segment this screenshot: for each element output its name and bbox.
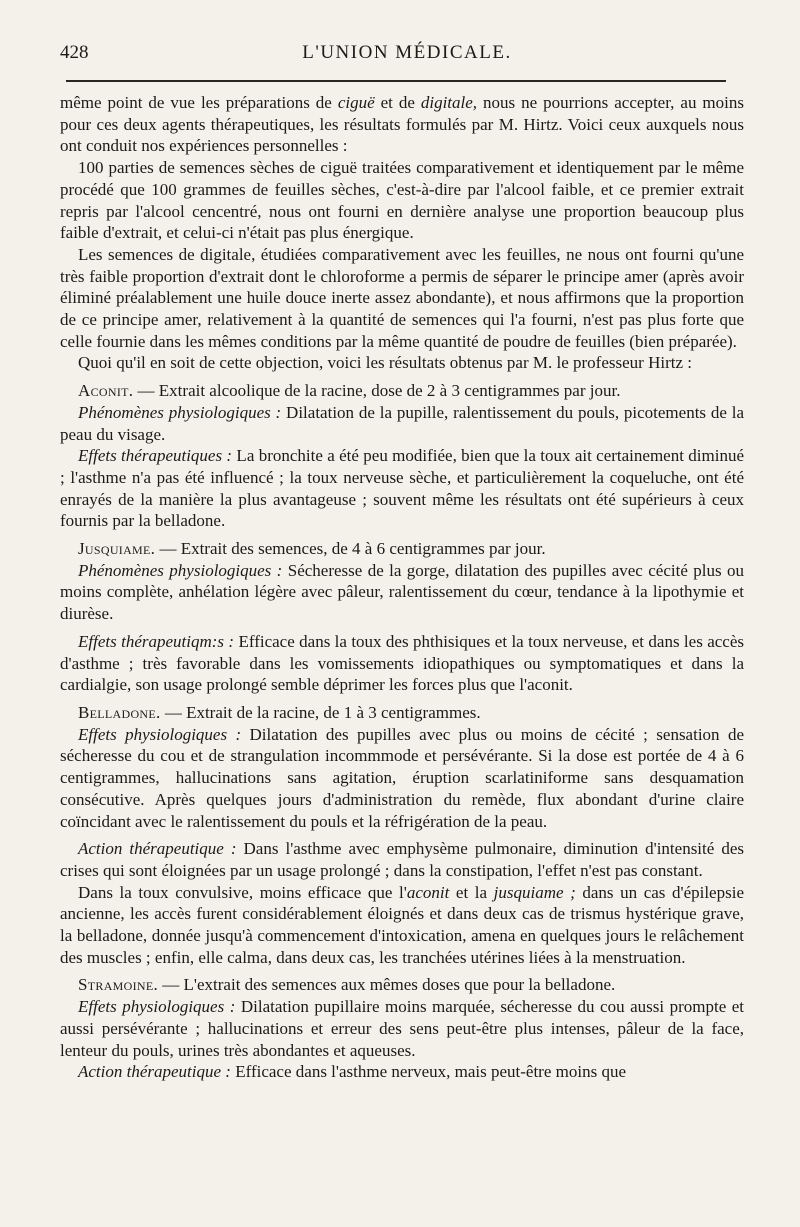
text-run: Les semences de digitale, étudiées comparativement avec les feuilles, ne nous ont fourni qu'une très faible proportion d'extrait dont le chloroforme a permis de séparer le principe amer (après avoir éliminé préalablement une huile douce inerte assez abondante), et nous affirmons que la proportion de ce principe amer, relativement à la quantité de semences qui l'a fourni, n'est pas plus forte que celle fournie dans les mêmes conditions par la même quantité de poudre de feuilles (bien préparée). <box>60 244 744 351</box>
text-run: nous ne pourrions accepter, au moins pour ces deux agents thérapeutiques, les résultats formulés par M. Hirtz. Voici ceux auxquels nous ont conduit nos expériences personnelles : <box>60 93 744 156</box>
italic-term: jusquiame ; <box>493 882 576 902</box>
paragraph-p17 <box>60 1061 744 1083</box>
text-run: Sécheresse de la gorge, dilatation des pupilles avec cécité plus ou moins complète, anhélation légère avec pâleur, ralentissement du cœur, tendance à la lipothymie et diurèse. <box>60 560 744 624</box>
paragraph-p6 <box>60 402 744 445</box>
article-body <box>60 92 744 1083</box>
section-heading: Stramoine. <box>78 975 159 995</box>
paragraph-p16 <box>60 996 744 1061</box>
paragraph-p1 <box>60 92 744 157</box>
page-number: 428 <box>60 42 89 63</box>
section-heading: Aconit. <box>78 381 134 401</box>
text-run: et de <box>374 93 421 112</box>
italic-term: ciguë <box>337 93 375 112</box>
italic-term: Effets physiologiques : <box>78 997 236 1017</box>
italic-term: Effets thérapeutiques : <box>78 446 233 466</box>
section-heading: Jusquiame. <box>78 539 156 559</box>
italic-term: Effets thérapeutiqm:s : <box>78 631 235 651</box>
text-run: Dilatation pupillaire moins marquée, sécheresse du cou aussi prompte et aussi persévérante ; hallucinations et erreur des sens peut-être plus intenses, pâleur de la face, lenteur du pouls, urines très abondantes et aqueuses. <box>60 997 744 1060</box>
paragraph-p14 <box>60 882 744 969</box>
text-run: — Extrait de la racine, de 1 à 3 centigrammes. <box>160 702 481 722</box>
text-run: Efficace dans la toux des phthisiques et la toux nerveuse, et dans les accès d'asthme ; très favorable dans les vomissements idiopathiques ou symptomatiques et dans la cardialgie, son usage prolongé semble déprimer les forces plus que l'aconit. <box>60 631 744 695</box>
page-header <box>60 42 744 70</box>
text-run: Dans l'asthme avec emphysème pulmonaire, diminution d'intensité des crises qui sont éloignées par un usage prolongé ; dans la constipation, l'effet n'est pas constant. <box>60 839 744 880</box>
text-run: Dilatation des pupilles avec plus ou moins de cécité ; sensation de sécheresse du cou et de strangulation incommmode et persévérante. Si la dose est portée de 4 à 6 centigrammes, hallucinations sans agitation, éruption scarlatiniforme sans desquamation consécutive. Après quelques jours d'administration du remède, flux abondant d'urine claire coïncidant avec le ralentissement du pouls et la réfrigération de la peau. <box>60 724 744 831</box>
italic-term: aconit <box>406 882 450 902</box>
text-run: — L'extrait des semences aux mêmes doses que pour la belladone. <box>158 975 616 995</box>
italic-term: Action thérapeutique : <box>78 839 237 859</box>
text-run: Quoi qu'il en soit de cette objection, voici les résultats obtenus par M. le professeur Hirtz : <box>78 353 692 373</box>
paragraph-p3 <box>60 244 744 353</box>
text-run: Dilatation de la pupille, ralentissement du pouls, picotements de la peau du visage. <box>60 402 745 444</box>
italic-term: Action thérapeutique : <box>78 1062 231 1082</box>
text-run: — Extrait des semences, de 4 à 6 centigrammes par jour. <box>155 539 546 559</box>
text-run: Dans la toux convulsive, moins efficace que l' <box>78 882 407 902</box>
paragraph-p10 <box>60 631 744 696</box>
text-run: — Extrait alcoolique de la racine, dose de 2 à 3 centigrammes par jour. <box>133 381 621 401</box>
italic-term: Phénomènes physiologiques : <box>78 402 282 422</box>
section-heading: Belladone. <box>78 702 161 722</box>
italic-term: digitale, <box>420 93 478 112</box>
italic-term: Phénomènes physiologiques : <box>78 560 283 580</box>
text-run: et la <box>449 882 494 902</box>
paragraph-p7 <box>60 445 744 532</box>
paragraph-p11 <box>60 702 744 724</box>
paragraph-p12 <box>60 724 744 833</box>
paragraph-p8 <box>60 538 744 560</box>
paragraph-p2 <box>60 157 744 244</box>
text-run: même point de vue les préparations de <box>60 93 338 112</box>
paragraph-p9 <box>60 560 744 625</box>
text-run: La bronchite a été peu modifiée, bien que la toux ait certainement diminué ; l'asthme n'a pas été influencé ; la toux nerveuse sèche, et particulièrement la coqueluche, ont été enrayés de la manière la plus avantageuse ; souvent même les résultats ont été supérieurs à ceux fournis par la belladone. <box>60 446 744 531</box>
running-title: L'UNION MÉDICALE. <box>302 42 512 63</box>
paragraph-p5 <box>60 380 744 402</box>
paragraph-p15 <box>60 974 744 996</box>
paragraph-p4 <box>60 352 744 374</box>
paragraph-p13 <box>60 838 744 881</box>
text-run: Efficace dans l'asthme nerveux, mais peut-être moins que <box>230 1062 626 1082</box>
header-rule <box>66 80 726 82</box>
italic-term: Effets physiologiques : <box>78 724 242 744</box>
text-run: dans un cas d'épilepsie ancienne, les accès furent considérablement éloignés et dans deux cas de trismus hystérique grave, la belladone, donnée jusqu'à commencement d'intoxication, amena en quelques jours le relâchement des muscles ; enfin, elle calma, dans deux cas, les tranchées utérines liées à la menstruation. <box>60 882 744 967</box>
text-run: 100 parties de semences sèches de ciguë traitées comparativement et identiquement par le même procédé que 100 grammes de feuilles sèches, c'est-à-dire par l'alcool faible, et ce premier extrait repris par l'alcool cencentré, nous ont fourni en dernière analyse une proportion beaucoup plus faible d'extrait, et celui-ci n'était pas plus énergique. <box>60 158 744 243</box>
